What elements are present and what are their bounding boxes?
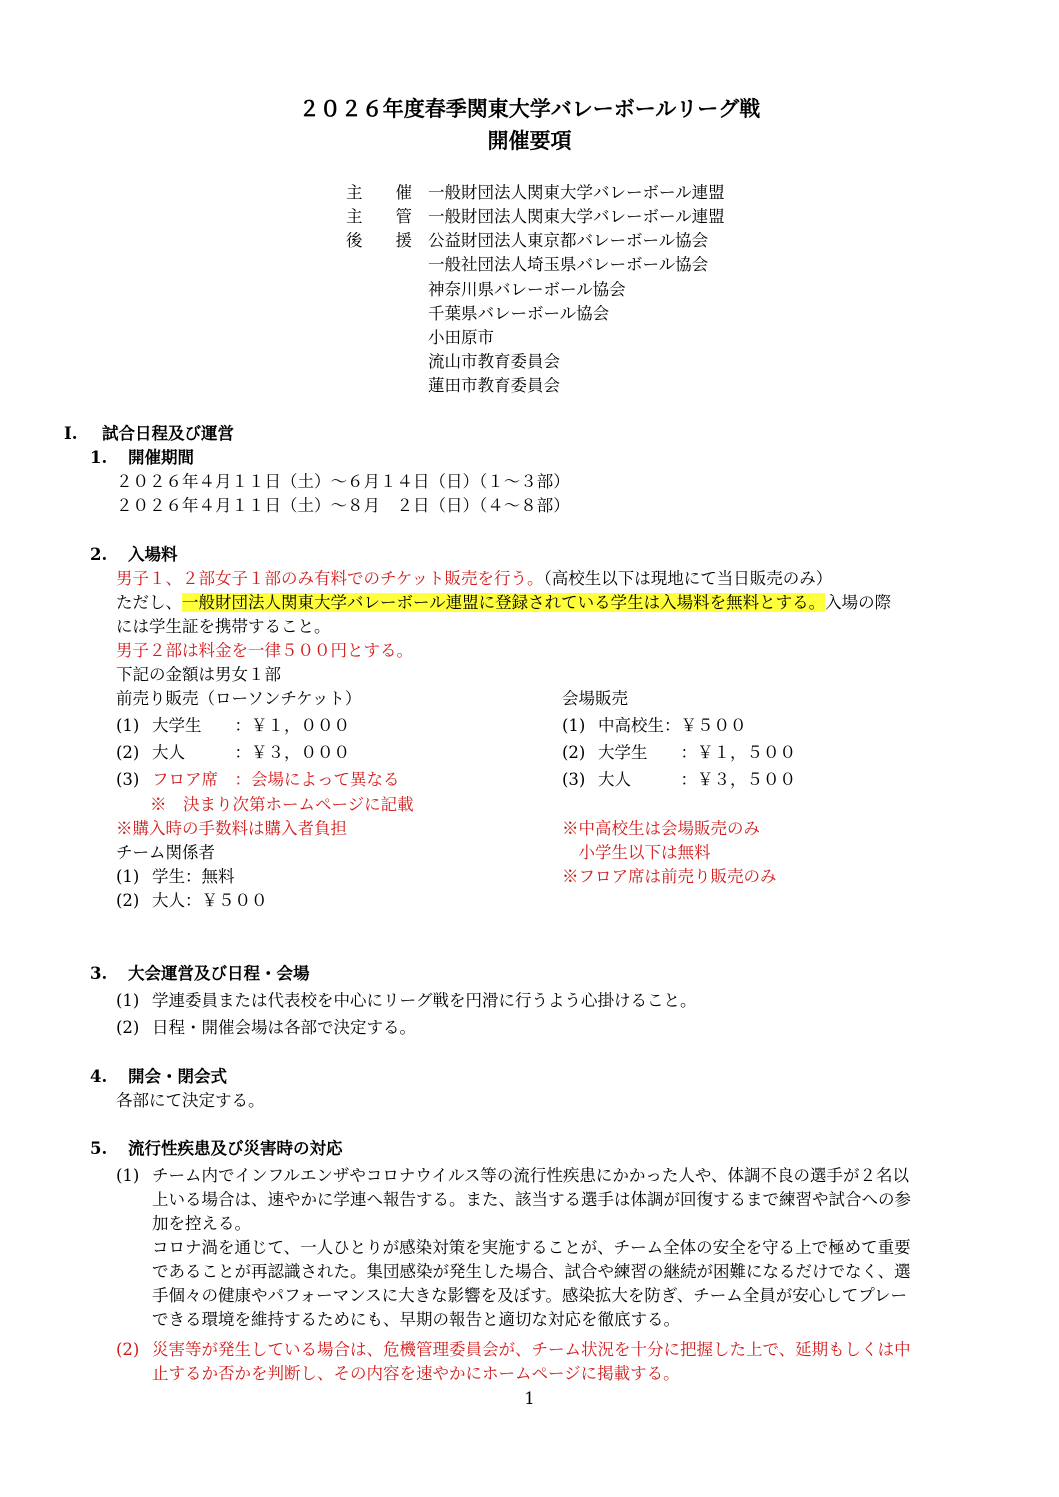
supporter-item: 神奈川県バレーボール協会 [428, 280, 626, 299]
disaster-line: 止するか否かを判断し、その内容を速やかにホームページに掲載する。 [152, 1364, 680, 1383]
disaster-line: 災害等が発生している場合は、危機管理委員会が、チーム状況を十分に把握した上で、延期もしくは中 [152, 1340, 911, 1359]
supporter-item: 公益財団法人東京都バレーボール協会 [428, 231, 709, 250]
item-label: フロア席 ：会場によって異なる [152, 770, 400, 789]
team-item [116, 893, 268, 910]
manage-value: 一般財団法人関東大学バレーボール連盟 [428, 207, 725, 226]
venue-note: ※フロア席は前売り販売のみ [562, 867, 777, 886]
venue-note: 小学生以下は無料 [562, 843, 711, 862]
heading-period: 開催期間 [128, 448, 194, 467]
heading-fee: 入場料 [128, 545, 178, 564]
heading-number: 2. [90, 545, 108, 564]
heading-ceremony: 開会・閉会式 [128, 1067, 227, 1086]
item-number: (2) [116, 1018, 140, 1037]
paid-ticket-note [116, 571, 832, 588]
supporter-item: 蓮田市教育委員会 [428, 376, 560, 395]
period-line: ２０２６年４月１１日（土）～８月 ２日（日）（４～８部） [116, 496, 570, 515]
operation-item [116, 1020, 416, 1037]
supporter-item: 小田原市 [428, 328, 494, 347]
heading-number: 5. [90, 1139, 108, 1158]
heading-number: 1. [90, 448, 108, 467]
team-item [116, 869, 235, 886]
manage-label: 主 管 [346, 207, 412, 226]
item-number: (1) [116, 1166, 140, 1185]
floor-seat-note: ※ 決まり次第ホームページに記載 [150, 795, 414, 814]
supporter-item: 千葉県バレーボール協会 [428, 304, 610, 323]
disease-line: コロナ渦を通じて、一人ひとりが感染対策を実施することが、チーム全体の安全を守る上で極めて重要 [152, 1238, 911, 1257]
paid-ticket-suffix: （高校生以下は現地にて当日販売のみ） [543, 569, 833, 588]
page-subtitle: 開催要項 [487, 128, 572, 153]
item-label: 学生：無料 [152, 867, 235, 886]
host-value: 一般財団法人関東大学バレーボール連盟 [428, 183, 725, 202]
item-number: (1) [116, 716, 140, 735]
venue-item [562, 772, 796, 789]
disease-line: であることが再認識された。集団感染が発生した場合、試合や練習の継続が困難になるだけでなく、選 [152, 1262, 911, 1281]
purchase-fee-note: ※購入時の手数料は購入者負担 [116, 819, 347, 838]
item-number: (1) [116, 867, 140, 886]
note-prefix: ただし、 [116, 593, 182, 612]
heading-number: 3. [90, 964, 108, 983]
disease-line: 加を控える。 [152, 1214, 251, 1233]
student-id-note: には学生証を携帯すること。 [116, 617, 331, 636]
advance-item [116, 745, 350, 762]
venue-item [562, 745, 796, 762]
supporter-item: 一般社団法人埼玉県バレーボール協会 [428, 255, 709, 274]
host-label: 主 催 [346, 183, 412, 202]
item-number: (3) [116, 770, 140, 789]
item-label: 大人 ：￥３，０００ [152, 743, 350, 762]
highlighted-note: 一般財団法人関東大学バレーボール連盟に登録されている学生は入場料を無料とする。 [182, 593, 826, 612]
venue-sales-title: 会場販売 [562, 689, 628, 708]
disease-line: チーム内でインフルエンザやコロナウイルス等の流行性疾患にかかった人や、体調不良の選手が２名以 [152, 1166, 910, 1185]
amount-note: 下記の金額は男女１部 [116, 665, 281, 684]
advance-item [116, 718, 350, 735]
item-label: 大人：￥５００ [152, 891, 268, 910]
heading-disease: 流行性疾患及び災害時の対応 [128, 1139, 343, 1158]
page-number: 1 [524, 1389, 535, 1408]
ceremony-text: 各部にて決定する。 [116, 1091, 265, 1110]
item-number: (3) [562, 770, 586, 789]
operation-item [116, 993, 697, 1010]
disease-line: できる環境を維持するためにも、早期の報告と適切な対応を徹底する。 [152, 1310, 680, 1329]
disease-line: 上いる場合は、速やかに学連へ報告する。また、該当する選手は体調が回復するまで練習や試合への参 [152, 1190, 911, 1209]
paid-ticket-red: 男子１、２部女子１部のみ有料でのチケット販売を行う。 [116, 569, 544, 588]
item-label: 大学生 ：￥１，０００ [152, 716, 350, 735]
advance-item [116, 772, 400, 789]
item-number: (2) [116, 1340, 140, 1359]
team-title: チーム関係者 [116, 843, 215, 862]
support-label: 後 援 [346, 231, 412, 250]
heading-operation: 大会運営及び日程・会場 [128, 964, 310, 983]
supporter-item: 流山市教育委員会 [428, 352, 560, 371]
item-number: (1) [116, 991, 140, 1010]
item-number: (2) [116, 891, 140, 910]
period-line: ２０２６年４月１１日（土）～６月１４日（日）（１～３部） [116, 472, 570, 491]
item-label: 学連委員または代表校を中心にリーグ戦を円滑に行うよう心掛けること。 [152, 991, 697, 1010]
men2-fee-note: 男子２部は料金を一律５００円とする。 [116, 641, 413, 660]
advance-sales-title: 前売り販売（ローソンチケット） [116, 689, 362, 708]
item-number: (2) [116, 743, 140, 762]
item-label: 大人 ：￥３，５００ [598, 770, 796, 789]
item-label: 中高校生：￥５００ [598, 716, 747, 735]
note-suffix: 入場の際 [825, 593, 892, 612]
disease-line: 手個々の健康やパフォーマンスに大きな影響を及ぼす。感染拡大を防ぎ、チーム全員が安心してプレー [152, 1286, 908, 1305]
venue-note: ※中高校生は会場販売のみ [562, 819, 760, 838]
venue-item [562, 718, 747, 735]
student-free-note [116, 595, 891, 612]
section-title: 試合日程及び運営 [102, 424, 234, 443]
item-label: 日程・開催会場は各部で決定する。 [152, 1018, 416, 1037]
page-title: ２０２６年度春季関東大学バレーボールリーグ戦 [298, 96, 761, 121]
item-label: 大学生 ：￥１，５００ [598, 743, 796, 762]
item-number: (2) [562, 743, 586, 762]
item-number: (1) [562, 716, 586, 735]
heading-number: 4. [90, 1067, 108, 1086]
section-number: I. [64, 424, 78, 443]
